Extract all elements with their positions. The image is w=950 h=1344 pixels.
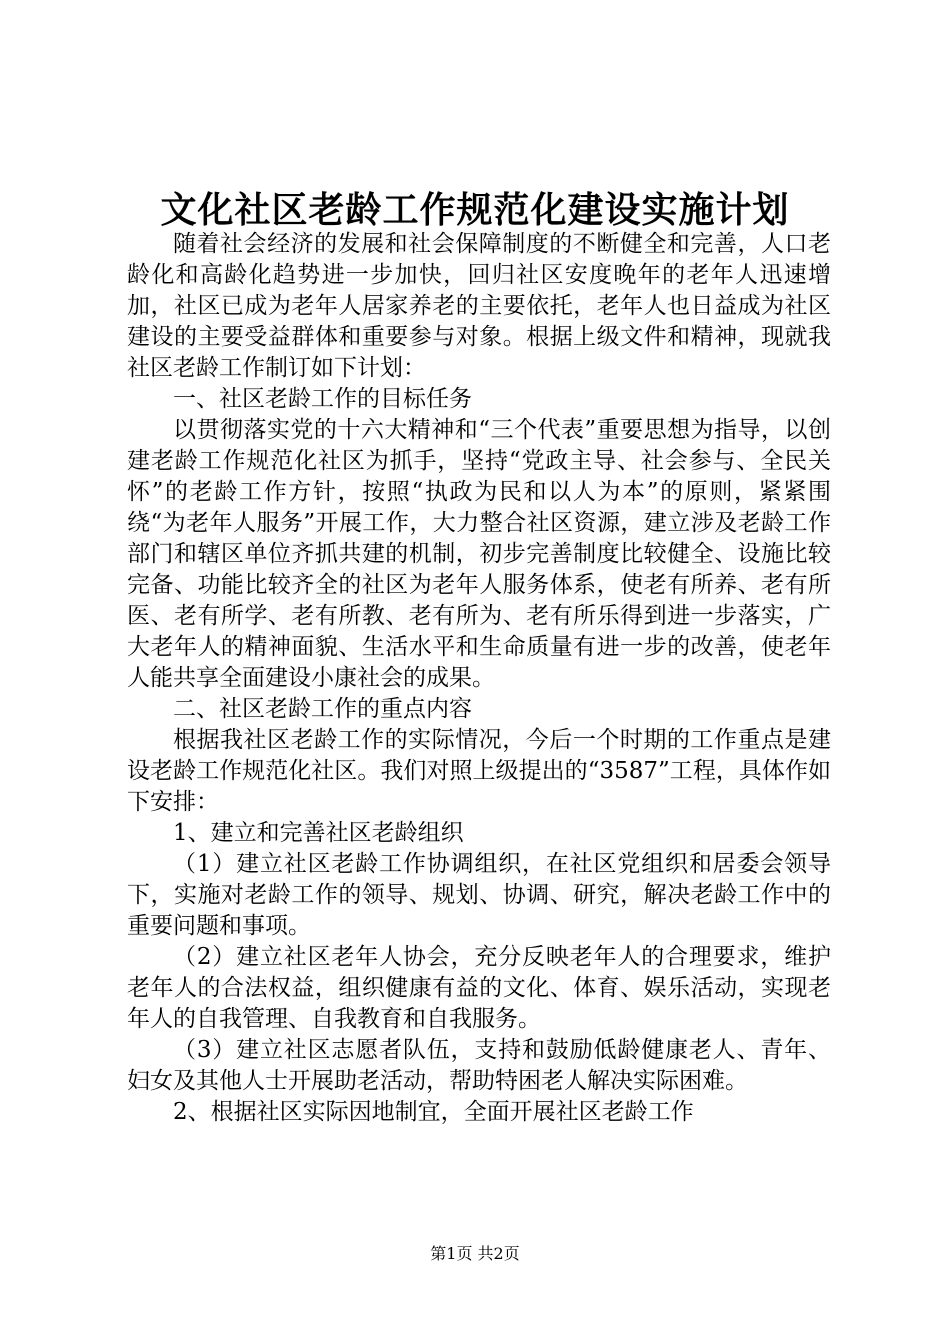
paragraph-intro: 随着社会经济的发展和社会保障制度的不断健全和完善，人口老龄化和高龄化趋势进一步加快，回归社区安度晚年的老年人迅速增加，社区已成为老年人居家养老的主要依托，老年人也日益成为社区建设的主要受益群体和重要参与对象。根据上级文件和精神，现就我社区老龄工作制订如下计划： [127, 231, 831, 381]
page-footer: 第1页 共2页 [430, 1244, 520, 1263]
subsection-heading-2: 2、根据社区实际因地制宜，全面开展社区老龄工作 [173, 1099, 694, 1125]
document-body [127, 229, 831, 1128]
document-title: 文化社区老龄工作规范化建设实施计划 [160, 189, 790, 231]
section-heading-2: 二、社区老龄工作的重点内容 [173, 696, 472, 722]
section-heading-1: 一、社区老龄工作的目标任务 [173, 386, 472, 412]
list-item-2: （2）建立社区老年人协会，充分反映老年人的合理要求，维护老年人的合法权益，组织健康有益的文化、体育、娱乐活动，实现老年人的自我管理、自我教育和自我服务。 [127, 944, 831, 1032]
subsection-heading-1: 1、建立和完善社区老龄组织 [173, 820, 464, 846]
list-item-1: （1）建立社区老龄工作协调组织，在社区党组织和居委会领导下，实施对老龄工作的领导、规划、协调、研究，解决老龄工作中的重要问题和事项。 [127, 851, 831, 939]
paragraph-goals: 以贯彻落实党的十六大精神和“三个代表”重要思想为指导，以创建老龄工作规范化社区为抓手，坚持“党政主导、社会参与、全民关怀”的老龄工作方针，按照“执政为民和以人为本”的原则，紧紧围绕“为老年人服务”开展工作，大力整合社区资源，建立涉及老龄工作部门和辖区单位齐抓共建的机制，初步完善制度比较健全、设施比较完备、功能比较齐全的社区为老年人服务体系，使老有所养、老有所医、老有所学、老有所教、老有所为、老有所乐得到进一步落实，广大老年人的精神面貌、生活水平和生命质量有进一步的改善，使老年人能共享全面建设小康社会的成果。 [127, 417, 831, 691]
list-item-3: （3）建立社区志愿者队伍，支持和鼓励低龄健康老人、青年、妇女及其他人士开展助老活动，帮助特困老人解决实际困难。 [127, 1037, 831, 1094]
paragraph-focus: 根据我社区老龄工作的实际情况，今后一个时期的工作重点是建设老龄工作规范化社区。我们对照上级提出的“3587”工程，具体作如下安排： [127, 727, 831, 815]
